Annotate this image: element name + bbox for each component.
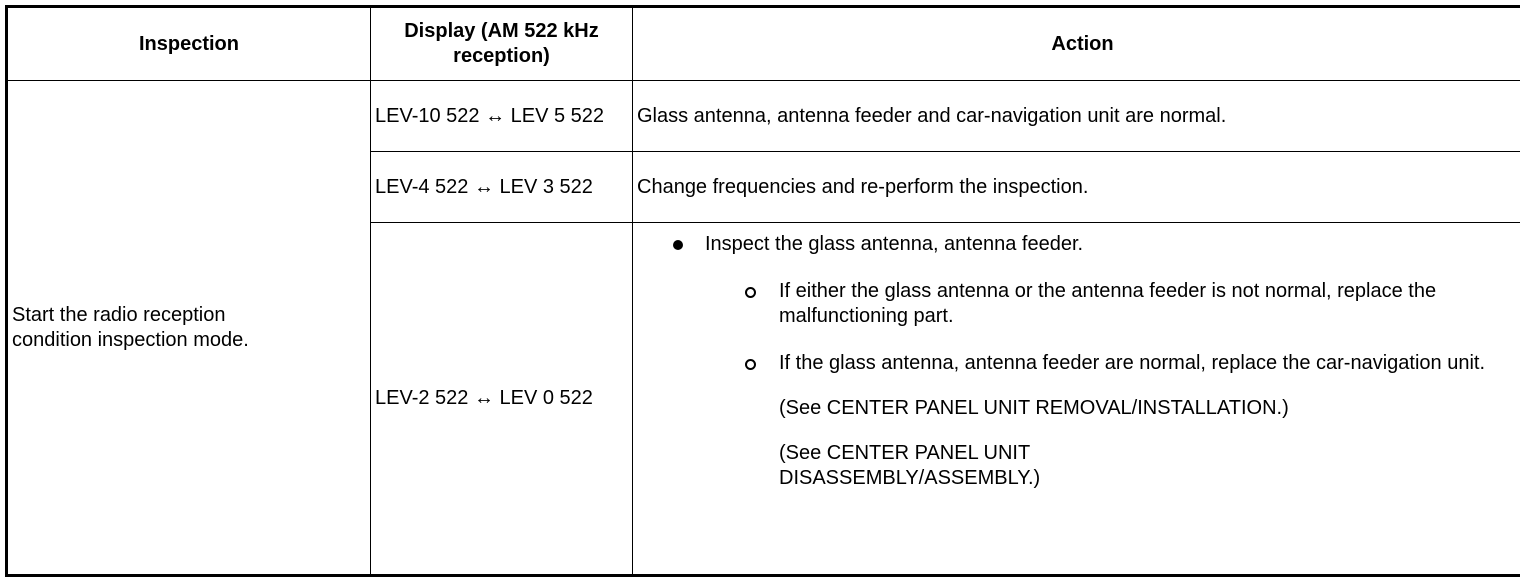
header-action: Action	[633, 7, 1520, 81]
action-cell: Change frequencies and re-perform the inspection.	[633, 152, 1520, 223]
header-display-label: Display (AM 522 kHz reception)	[404, 20, 599, 67]
display-cell: LEV-4 522 ↔ LEV 3 522	[371, 152, 633, 223]
header-display	[371, 7, 633, 81]
sub-item	[633, 351, 1520, 376]
bullet-item	[633, 232, 1520, 257]
action-cell: Glass antenna, antenna feeder and car-navigation unit are normal.	[633, 81, 1520, 152]
reference-text: (See CENTER PANEL UNIT REMOVAL/INSTALLATION.)	[779, 397, 1289, 419]
action-cell-detailed	[633, 223, 1520, 576]
header-row	[7, 7, 1520, 81]
inspection-table-wrapper	[5, 5, 1520, 579]
sub-item	[633, 279, 1520, 329]
display-cell: LEV-2 522 ↔ LEV 0 522	[371, 223, 633, 576]
table-row	[7, 81, 1520, 152]
inspection-cell: Start the radio reception condition inspection mode.	[7, 81, 371, 576]
sub-item-text: If either the glass antenna or the antenna feeder is not normal, replace the malfunctioning part.	[779, 280, 1437, 327]
inspection-table	[5, 5, 1520, 577]
bullet-text: Inspect the glass antenna, antenna feeder.	[705, 233, 1084, 255]
header-inspection: Inspection	[7, 7, 371, 81]
display-cell: LEV-10 522 ↔ LEV 5 522	[371, 81, 633, 152]
sub-item-text: If the glass antenna, antenna feeder are normal, replace the car-navigation unit.	[779, 352, 1486, 374]
reference-text: (See CENTER PANEL UNIT DISASSEMBLY/ASSEMBLY.)	[779, 442, 1041, 489]
hollow-circle-icon	[745, 359, 756, 370]
bullet-dot-icon	[673, 240, 683, 250]
hollow-circle-icon	[745, 287, 756, 298]
